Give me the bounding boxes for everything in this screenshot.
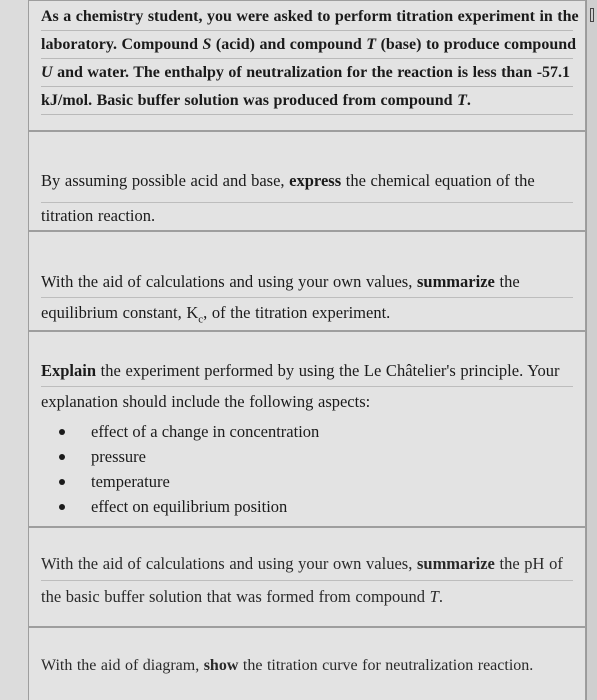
question-diagram-panel — [28, 627, 586, 700]
list-item: effect of a change in concentration — [59, 419, 585, 444]
aspects-list — [29, 419, 585, 519]
question-ph-panel — [28, 527, 586, 627]
keyword-summarize: summarize — [416, 272, 495, 291]
intro-line-1: As a chemistry student, you were asked to perform titration experiment in the — [41, 3, 573, 31]
list-item: temperature — [59, 469, 585, 494]
compound-t: T — [366, 36, 377, 53]
question-express-panel — [28, 131, 586, 231]
question-explain-line-2: explanation should include the following aspects: — [41, 392, 371, 411]
question-ph-line-2: the basic buffer solution that was formed from compound T. — [41, 587, 443, 606]
question-diagram: With the aid of diagram, show the titration curve for neutralization reaction. — [41, 657, 534, 674]
intro-panel — [28, 0, 586, 131]
compound-s: S — [202, 36, 212, 53]
question-explain — [29, 332, 585, 417]
intro-paragraph — [29, 1, 585, 115]
question-kc-panel — [28, 231, 586, 331]
compound-u: U — [41, 64, 53, 81]
question-ph — [29, 528, 585, 613]
intro-line-4: kJ/mol. Basic buffer solution was produced from compound T. — [41, 87, 573, 115]
bullet-icon — [59, 429, 65, 435]
question-express-line-1: By assuming possible acid and base, express the chemical equation of the — [41, 160, 573, 203]
intro-line-2: laboratory. Compound S (acid) and compound T (base) to produce compound — [41, 31, 573, 59]
question-explain-panel — [28, 331, 586, 527]
keyword-explain: Explain — [41, 361, 97, 380]
question-kc-line-1: With the aid of calculations and using your own values, summarize the — [41, 267, 573, 298]
bullet-icon — [59, 454, 65, 460]
keyword-summarize-ph: summarize — [416, 554, 495, 573]
edge-mark-icon — [590, 8, 594, 22]
list-item: effect on equilibrium position — [59, 494, 585, 519]
question-express-line-2: titration reaction. — [41, 206, 156, 225]
intro-line-3: U and water. The enthalpy of neutralization for the reaction is less than -57.1 — [41, 59, 573, 87]
question-express — [29, 132, 585, 229]
bullet-icon — [59, 479, 65, 485]
bullet-icon — [59, 504, 65, 510]
keyword-show: show — [203, 657, 239, 674]
question-kc — [29, 232, 585, 334]
list-item: pressure — [59, 444, 585, 469]
page-edge — [586, 0, 597, 700]
keyword-express: express — [289, 171, 342, 190]
question-ph-line-1: With the aid of calculations and using your own values, summarize the pH of — [41, 548, 573, 581]
question-explain-line-1: Explain the experiment performed by using the Le Châtelier's principle. Your — [41, 356, 573, 387]
question-kc-line-2: equilibrium constant, $K_c$, of the titration experiment. — [41, 303, 391, 326]
